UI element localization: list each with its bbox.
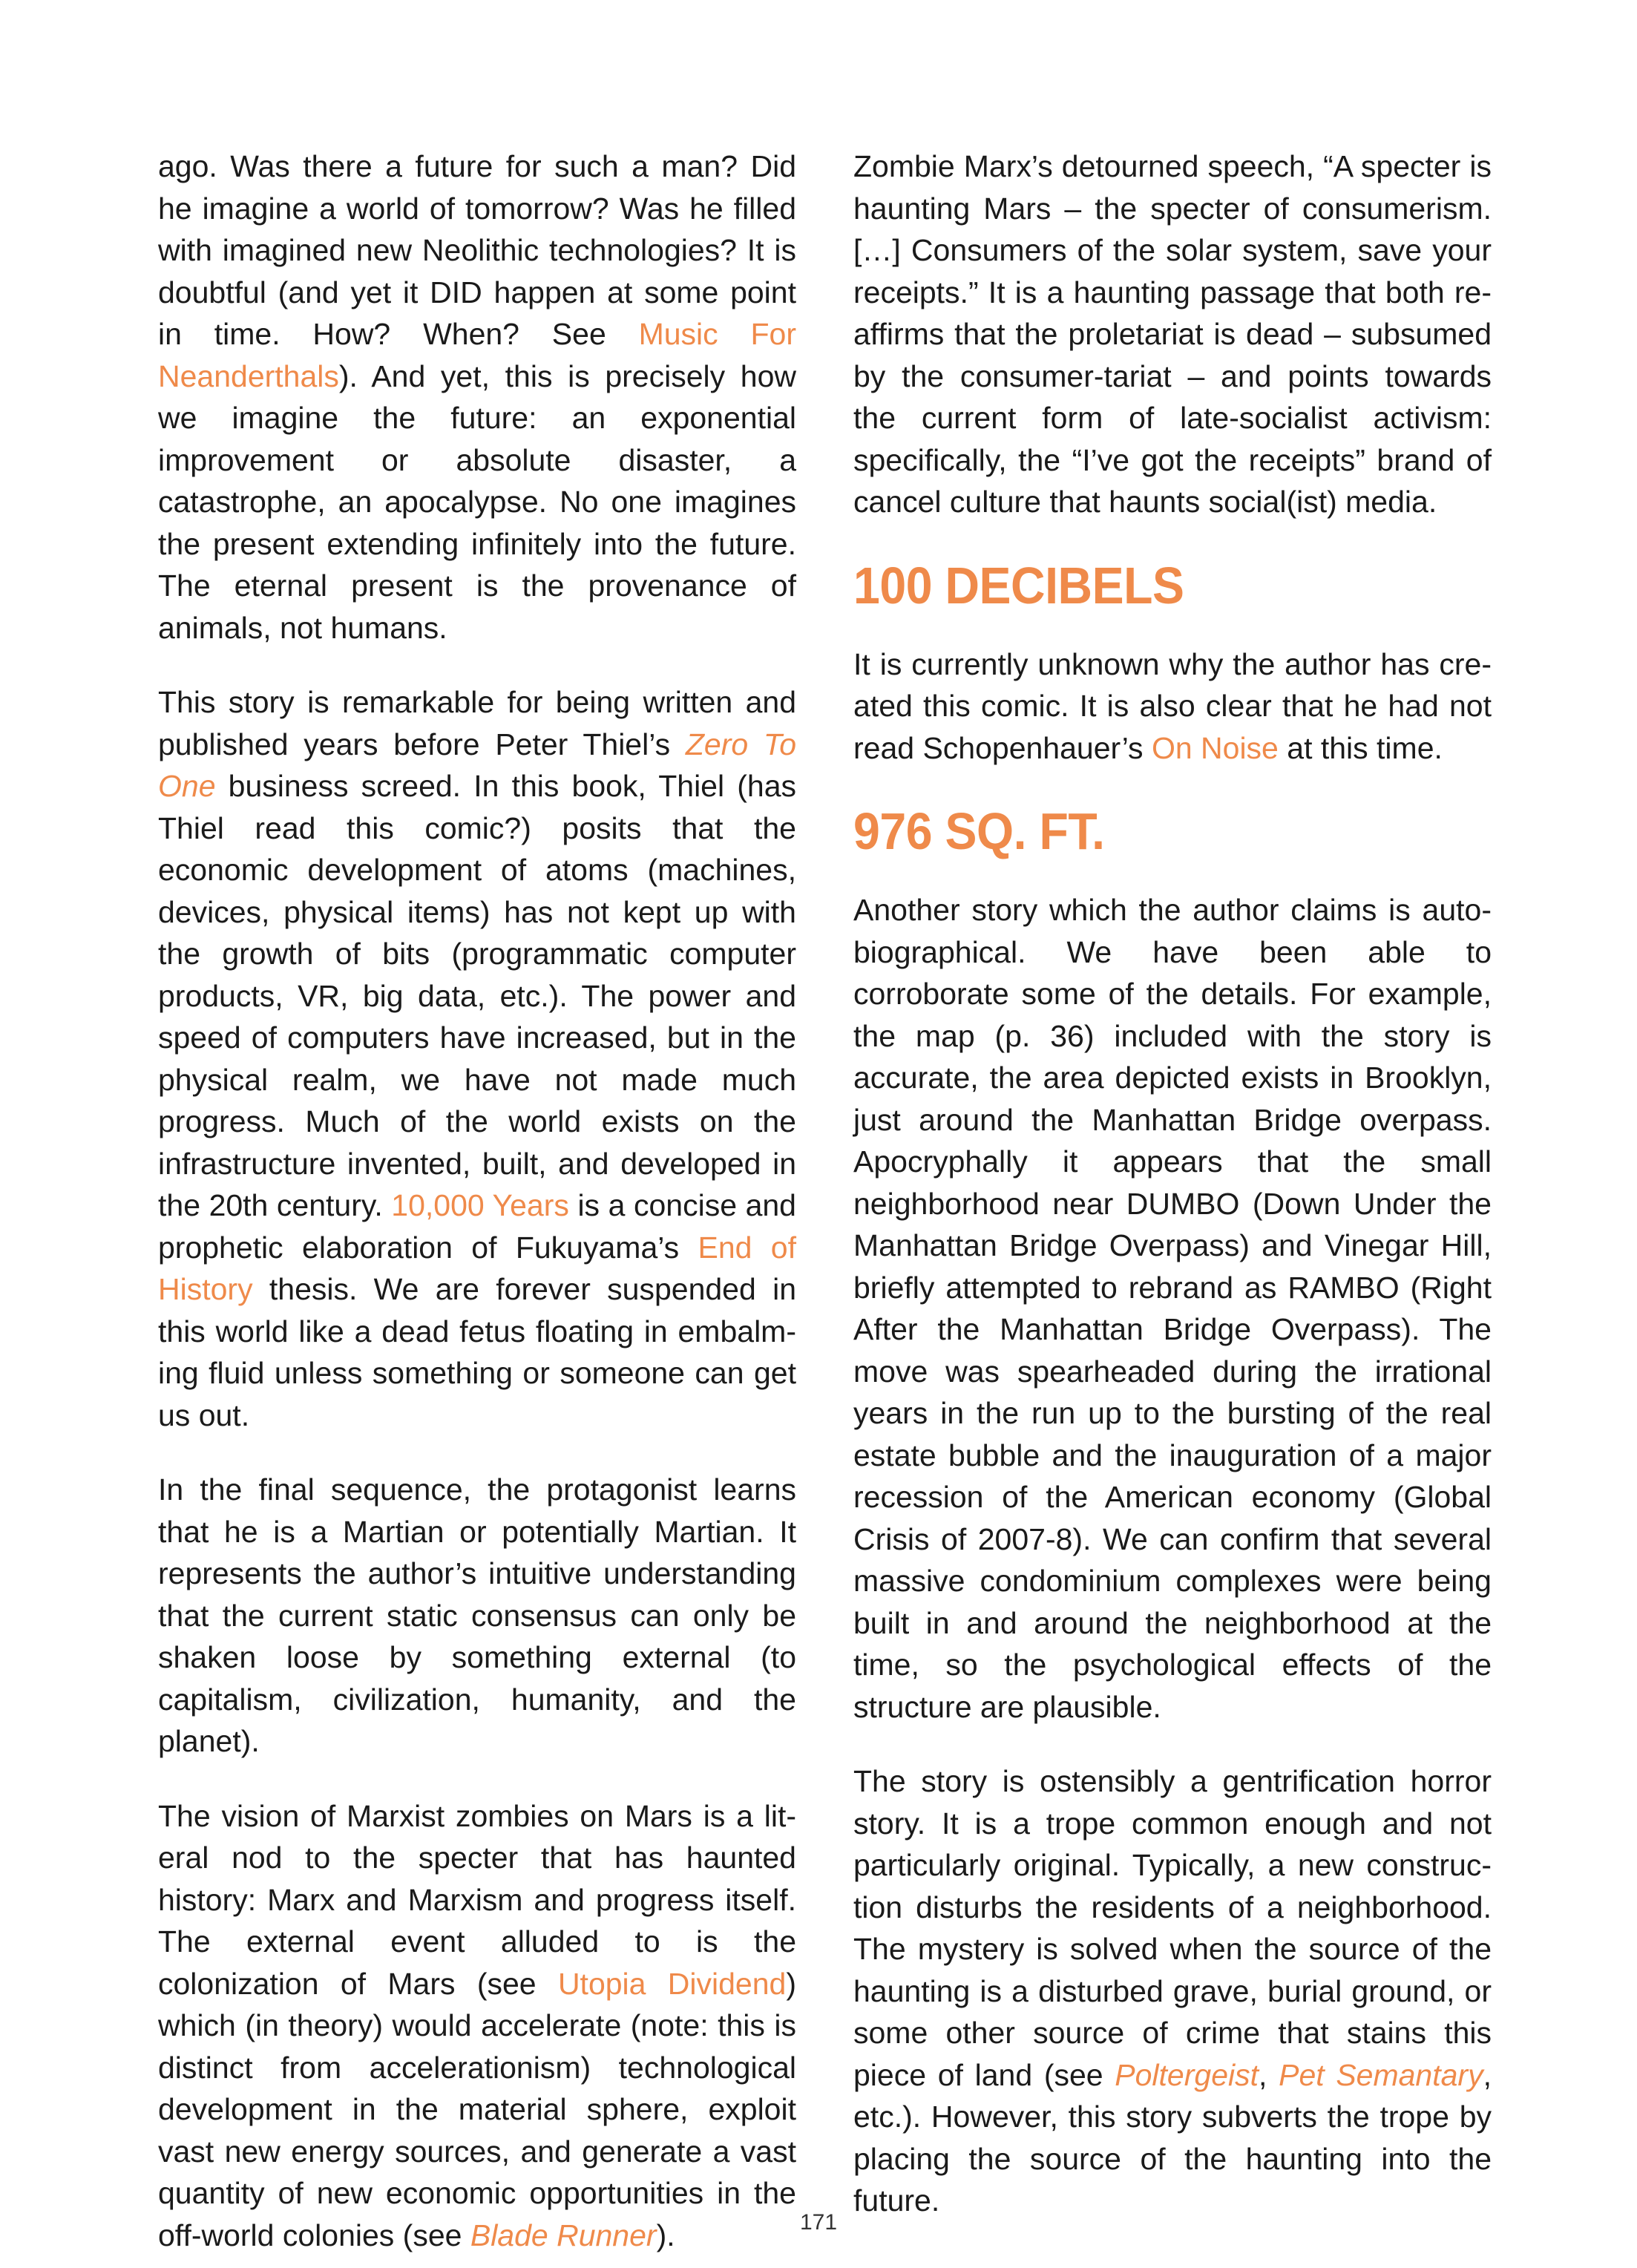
link-music-for-neanderthals[interactable]: Music For Neanderthals bbox=[158, 317, 796, 393]
link-10000-years[interactable]: 10,000 Years bbox=[391, 1188, 569, 1222]
paragraph: This story is remarkable for being written and published years before Peter Thiel’s Zero To One business screed. In this book, Thiel (has Thiel read this comic?) posits that the economic development of atoms (machines, devices, physical items) has not kept up with the growth of bits (programmatic computer products, VR, big data, etc.). The power and speed of computers have increased, but in the physical realm, we have not made much progress. Much of the world exists on the infrastructure invented, built, and developed in the 20th century. 10,000 Years is a concise and prophetic elaboration of Fukuyama’s End of History thesis. We are forever suspended in this world like a dead fetus floating in embalming fluid unless something or someone can get us out. bbox=[158, 685, 796, 1432]
paragraph: In the final sequence, the protagonist learns that he is a Martian or potentially Martian. It represents the author’s intuitive understanding that the current static consensus can only be shaken loose by something external (to capitalism, civilization, humanity, and the planet). bbox=[158, 1472, 796, 1758]
link-poltergeist[interactable]: Poltergeist bbox=[1115, 2057, 1259, 2092]
link-pet-semantary[interactable]: Pet Semantary bbox=[1279, 2057, 1483, 2092]
paragraph: It is currently unknown why the author has created this comic. It is also clear that he had not read Schopenhauer’s On Noise at this time. bbox=[853, 646, 1492, 765]
section-heading-976-sq-ft: 976 SQ. FT. bbox=[853, 802, 1105, 860]
page-number: 171 bbox=[799, 2210, 838, 2235]
paragraph: The vision of Marxist zombies on Mars is a literal nod to the specter that has haunted history: Marx and Marxism and progress itself. The external event alluded to is the colonization of Mars (see Utopia Dividend) which (in theory) would accelerate (note: this is distinct from accelerationism) technological development in the material sphere, exploit vast new energy sources, and generate a vast quantity of new economic opportunities in the off-world colonies (see Blade Runner). bbox=[158, 1798, 796, 2252]
link-utopia-dividend[interactable]: Utopia Dividend bbox=[557, 1966, 787, 2001]
link-end-of-history[interactable]: End of History bbox=[158, 1230, 796, 1306]
link-blade-runner[interactable]: Blade Runner bbox=[470, 2218, 657, 2252]
paragraph: Another story which the author claims is autobiographical. We have been able to corroborate some of the details. For example, the map (p. 36) included with the story is accurate, the area depicted exists in Brooklyn, just around the Manhattan Bridge overpass. Apocryphally it appears that the small neighborhood near DUMBO (Down Under the Manhattan Bridge Overpass) and Vinegar Hill, briefly attempted to rebrand as RAMBO (Right After the Manhattan Bridge Overpass). The move was spearheaded during the irrational years in the run up to the bursting of the real estate bubble and the inauguration of a major recession of the American economy (Global Crisis of 2007-8). We can confirm that several massive condominium complexes were being built in and around the neighborhood at the time, so the psychological effects of the structure are plausible. bbox=[853, 893, 1492, 1724]
right-column bbox=[853, 145, 1492, 2222]
link-zero-to-one[interactable]: Zero To One bbox=[158, 727, 796, 803]
paragraph: The story is ostensibly a gentrification horror story. It is a trope common enough and not particularly original. Typically, a new construction disturbs the residents of a neighborhood. The mystery is solved when the source of the haunting is a disturbed grave, burial ground, or some other source of crime that stains this piece of land (see Poltergeist, Pet Semantary, etc.). However, this story subverts the trope by placing the source of the haunting into the future. bbox=[853, 1764, 1492, 2218]
paragraph: Zombie Marx’s detourned speech, “A specter is haunting Mars – the specter of consumerism. […] Consumers of the solar system, save your receipts.” It is a haunting passage that both reaffirms that the proletariat is dead – subsumed by the consumer-tariat – and points towards the current form of late-socialist activism: specifically, the “I’ve got the receipts” brand of cancel culture that haunts social(ist) media. bbox=[853, 149, 1492, 519]
left-column bbox=[158, 145, 796, 2256]
link-on-noise[interactable]: On Noise bbox=[1151, 730, 1279, 765]
paragraph: ago. Was there a future for such a man? Did he imagine a world of tomorrow? Was he filled with imagined new Neolithic technologies? It is doubtful (and yet it DID happen at some point in time. How? When? See Music For Neanderthals). And yet, this is precisely how we imagine the future: an exponential improvement or absolute disaster, a catastrophe, an apocalypse. No one imagines the present extending infinitely into the future. The eternal present is the provenance of animals, not humans. bbox=[158, 149, 796, 645]
section-heading-100-decibels: 100 DECIBELS bbox=[853, 556, 1184, 614]
